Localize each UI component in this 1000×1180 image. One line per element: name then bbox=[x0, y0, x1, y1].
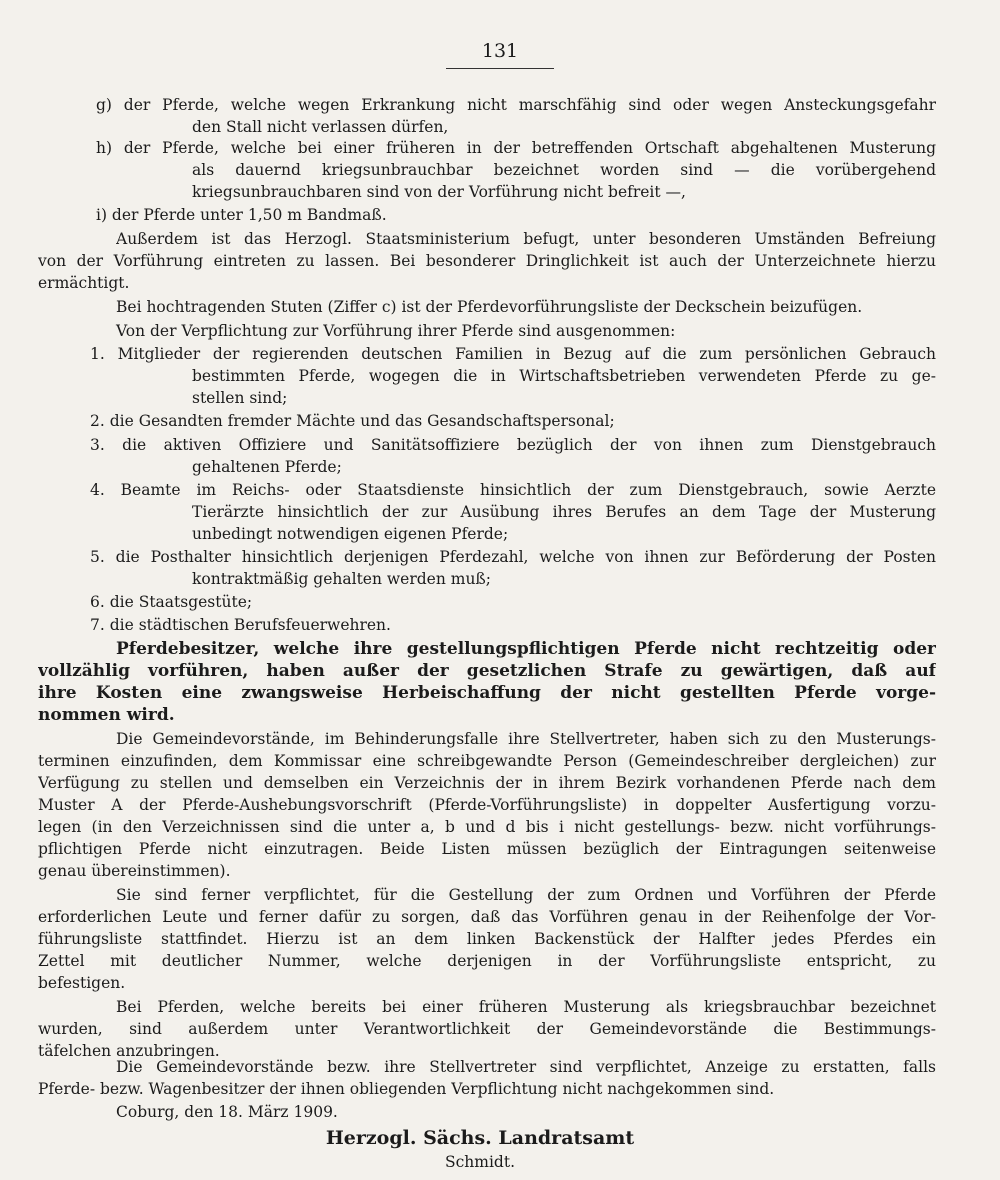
text-line: vollzählig vorführen, haben außer der gesetzlichen Strafe zu gewärtigen, daß auf bbox=[38, 661, 936, 681]
text-line: täfelchen anzubringen. bbox=[38, 1042, 220, 1060]
text-line: Pferdebesitzer, welche ihre gestellungspflichtigen Pferde nicht rechtzeitig oder bbox=[116, 639, 936, 659]
header-rule bbox=[446, 68, 554, 69]
text-line: Von der Verpflichtung zur Vorführung ihrer Pferde sind ausgenommen: bbox=[116, 322, 676, 340]
signature-office: Herzogl. Sächs. Landratsamt bbox=[325, 1127, 635, 1149]
text-line: Sie sind ferner verpflichtet, für die Gestellung der zum Ordnen und Vorführen der Pferde bbox=[116, 886, 936, 904]
text-line: Zettel mit deutlicher Nummer, welche derjenigen in der Vorführungsliste entspricht, zu bbox=[38, 952, 936, 970]
text-line: Die Gemeindevorstände bezw. ihre Stellvertreter sind verpflichtet, Anzeige zu erstatten, falls bbox=[116, 1058, 936, 1076]
text-line: h) der Pferde, welche bei einer früheren in der betreffenden Ortschaft abgehaltenen Musterung bbox=[96, 139, 936, 157]
text-line: 7. die städtischen Berufsfeuerwehren. bbox=[90, 616, 391, 634]
text-line: ihre Kosten eine zwangsweise Herbeischaffung der nicht gestellten Pferde vorge- bbox=[38, 683, 936, 703]
text-line: kontraktmäßig gehalten werden muß; bbox=[192, 570, 492, 588]
text-line: nommen wird. bbox=[38, 705, 175, 725]
text-line: terminen einzufinden, dem Kommissar eine schreibgewandte Person (Gemeindeschreiber dergleichen) zur bbox=[38, 752, 936, 770]
text-line: genau übereinstimmen). bbox=[38, 862, 231, 880]
text-line: 3. die aktiven Offiziere und Sanitätsoffiziere bezüglich der von ihnen zum Dienstgebrauch bbox=[90, 436, 936, 454]
text-line: als dauernd kriegsunbrauchbar bezeichnet worden sind — die vorübergehend bbox=[192, 161, 936, 179]
text-line: 1. Mitglieder der regierenden deutschen Familien in Bezug auf die zum persönlichen Gebrauch bbox=[90, 345, 936, 363]
text-line: führungsliste stattfindet. Hierzu ist an dem linken Backenstück der Halfter jedes Pferdes ein bbox=[38, 930, 936, 948]
signature-name: Schmidt. bbox=[444, 1153, 515, 1171]
text-line: Bei hochtragenden Stuten (Ziffer c) ist der Pferdevorführungsliste der Deckschein beizufügen. bbox=[116, 298, 863, 316]
text-line: Außerdem ist das Herzogl. Staatsministerium befugt, unter besonderen Umständen Befreiung bbox=[116, 230, 936, 248]
text-line: Pferde- bezw. Wagenbesitzer der ihnen obliegenden Verpflichtung nicht nachgekommen sind. bbox=[38, 1080, 775, 1098]
text-line: i) der Pferde unter 1,50 m Bandmaß. bbox=[96, 206, 387, 224]
text-line: von der Vorführung eintreten zu lassen. Bei besonderer Dringlichkeit ist auch der Unterzeichnete hierzu bbox=[38, 252, 936, 270]
text-line: den Stall nicht verlassen dürfen, bbox=[192, 118, 449, 136]
text-line: befestigen. bbox=[38, 974, 126, 992]
text-line: erforderlichen Leute und ferner dafür zu sorgen, daß das Vorführen genau in der Reihenfolge der Vor- bbox=[38, 908, 936, 926]
text-line: pflichtigen Pferde nicht einzutragen. Beide Listen müssen bezüglich der Eintragungen seitenweise bbox=[38, 840, 936, 858]
text-line: bestimmten Pferde, wogegen die in Wirtschaftsbetrieben verwendeten Pferde zu ge- bbox=[192, 367, 936, 385]
text-line: g) der Pferde, welche wegen Erkrankung nicht marschfähig sind oder wegen Ansteckungsgefahr bbox=[96, 96, 936, 114]
text-line: 6. die Staatsgestüte; bbox=[90, 593, 253, 611]
text-line: unbedingt notwendigen eigenen Pferde; bbox=[192, 525, 509, 543]
text-line: Verfügung zu stellen und demselben ein Verzeichnis der in ihrem Bezirk vorhandenen Pferde nach dem bbox=[38, 774, 936, 792]
text-line: Tierärzte hinsichtlich der zur Ausübung ihres Berufes an dem Tage der Musterung bbox=[192, 503, 936, 521]
text-line: legen (in den Verzeichnissen sind die unter a, b und d bis i nicht gestellungs- bezw. nicht vorführungs- bbox=[38, 818, 936, 836]
text-line: wurden, sind außerdem unter Verantwortlichkeit der Gemeindevorstände die Bestimmungs- bbox=[38, 1020, 936, 1038]
text-line: 4. Beamte im Reichs- oder Staatsdienste hinsichtlich der zum Dienstgebrauch, sowie Aerzte bbox=[90, 481, 936, 499]
text-line: 5. die Posthalter hinsichtlich derjenigen Pferdezahl, welche von ihnen zur Beförderung der Posten bbox=[90, 548, 936, 566]
text-line: ermächtigt. bbox=[38, 274, 130, 292]
text-line: Bei Pferden, welche bereits bei einer früheren Musterung als kriegsbrauchbar bezeichnet bbox=[116, 998, 936, 1016]
text-line: kriegsunbrauchbaren sind von der Vorführung nicht befreit —, bbox=[192, 183, 686, 201]
text-line: stellen sind; bbox=[192, 389, 288, 407]
text-line: 2. die Gesandten fremder Mächte und das Gesandschaftspersonal; bbox=[90, 412, 615, 430]
text-line: Coburg, den 18. März 1909. bbox=[116, 1103, 338, 1121]
page-number: 131 bbox=[481, 40, 519, 62]
text-line: Muster A der Pferde-Aushebungsvorschrift (Pferde-Vorführungsliste) in doppelter Ausfertigung vorzu- bbox=[38, 796, 936, 814]
text-line: gehaltenen Pferde; bbox=[192, 458, 342, 476]
text-line: Die Gemeindevorstände, im Behinderungsfalle ihre Stellvertreter, haben sich zu den Musterungs- bbox=[116, 730, 936, 748]
